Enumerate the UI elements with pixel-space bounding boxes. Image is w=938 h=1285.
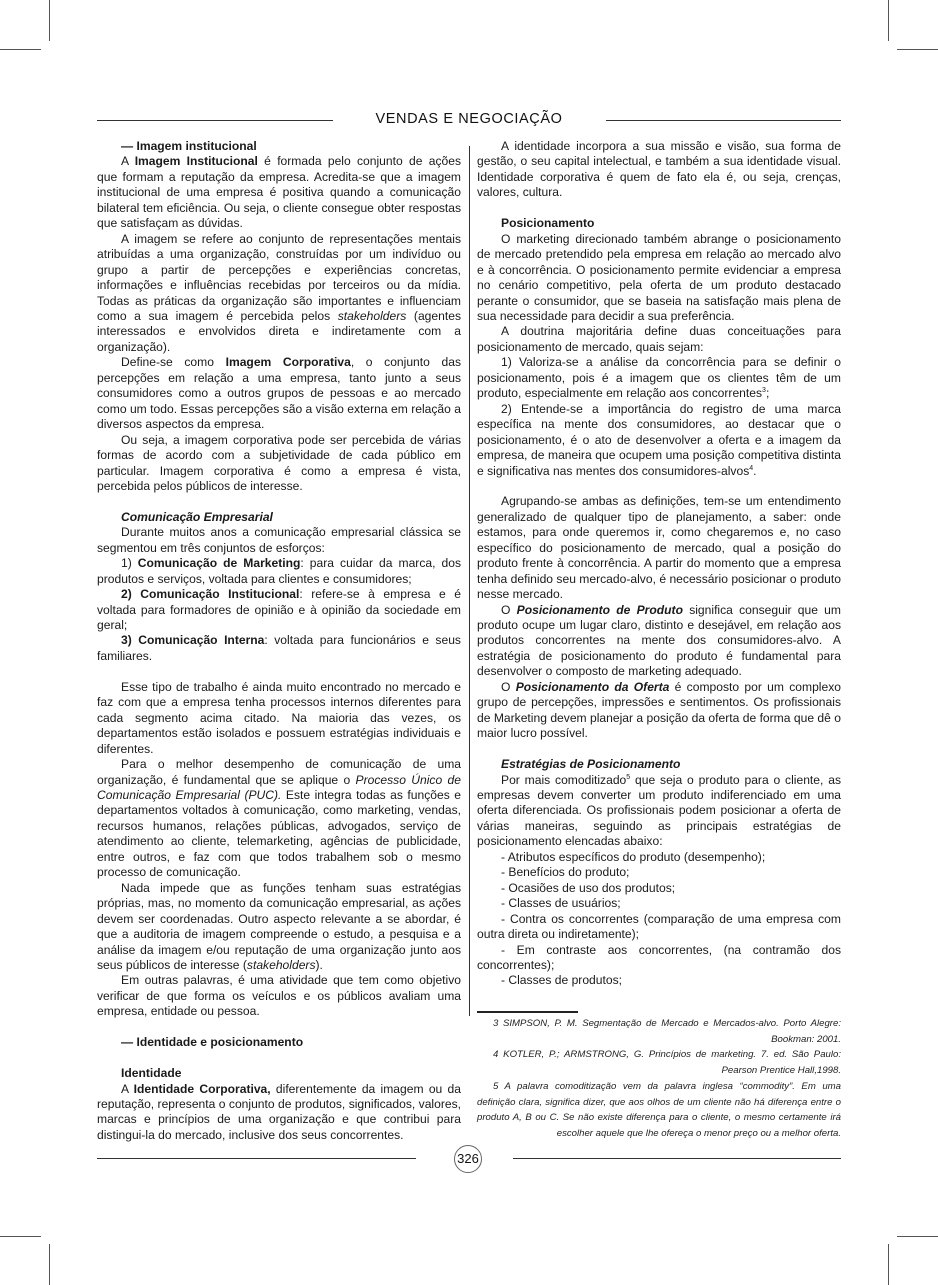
paragraph: Agrupando-se ambas as definições, tem-se um entendimento generalizado de qualquer tipo de planejamento, a saber: onde estamos, para onde queremos ir, como chegaremos e, no caso específico do posicionamento de mercado, qual a posição do produto frente à concorrência. A partir do momento que a empresa tenha definido seu mercado-alvo, é necessário posicionar o produto nesse mercado. xyxy=(477,494,841,602)
list-item: 1) Comunicação de Marketing: para cuidar da marca, dos produtos e serviços, voltada para clientes e consumidores; xyxy=(97,556,461,586)
heading-comunicacao-empresarial: Comunicação Empresarial xyxy=(121,509,273,524)
running-header xyxy=(97,111,841,131)
footer-rule-left xyxy=(97,1158,416,1159)
page-number: 326 xyxy=(454,1145,482,1173)
paragraph: Ou seja, a imagem corporativa pode ser percebida de várias formas de acordo com a subjetividade de cada público em particular. Imagem corporativa é como a empresa é vista, percebida pelos públicos de interesse. xyxy=(97,432,461,493)
paragraph: Esse tipo de trabalho é ainda muito encontrado no mercado e faz com que a empresa tenha processos internos diferentes para cada segmento acima citado. Na maioria das vezes, os departamentos estão isolados e possuem estratégias individuais e diferentes. xyxy=(97,679,461,756)
paragraph: Define-se como Imagem Corporativa, o conjunto das percepções em relação a uma empresa, tanto junto a seus consumidores como a outros grupos de pessoas e ao mercado como um todo. Essas percepções são a visão externa em relação a diversos aspectos da empresa. xyxy=(97,355,461,432)
header-title: VENDAS E NEGOCIAÇÃO xyxy=(375,111,563,127)
footnote-ref: 3 xyxy=(762,387,766,395)
list-item: 3) Comunicação Interna: voltada para funcionários e seus familiares. xyxy=(97,633,461,663)
column-divider xyxy=(469,146,470,1016)
right-column xyxy=(477,139,841,989)
heading-imagem-institucional: — Imagem institucional xyxy=(121,139,257,153)
list-item: 1) Valoriza-se a análise da concorrência para se definir o posicionamento, pois é a imagem que os clientes têm de um produto, especialmente em relação aos concorrentes$^3$; xyxy=(477,355,841,401)
heading-estrategias-posicionamento: Estratégias de Posicionamento xyxy=(501,757,681,772)
list-item: 2) Entende-se a importância do registro de uma marca específica na mente dos consumidores, ao destacar que o posicionamento, é o ato de desenvolver a oferta e a imagem da empresa, de maneira que ocupem uma posição competitiva distinta e significativa nas mentes dos consumidores-alvos$^4$. xyxy=(477,401,841,478)
list-item: - Classes de produtos; xyxy=(501,973,622,988)
paragraph: Para o melhor desempenho de comunicação de uma organização, é fundamental que se aplique o Processo Único de Comunicação Empresarial (PUC). Este integra todas as funções e departamentos voltados à comunicação, como marketing, vendas, recursos humanos, relações públicas, advogados, serviço de atendimento ao cliente, telemarketing, agências de publicidade, entre outros, e faz com que todos trabalhem sob o mesmo processo de comunicação. xyxy=(97,757,461,880)
list-item: - Atributos específicos do produto (desempenho); xyxy=(501,849,766,864)
heading-identidade: Identidade xyxy=(121,1066,182,1081)
footnote-rule xyxy=(477,1011,578,1013)
page-footer xyxy=(97,1145,841,1173)
footnotes xyxy=(477,1016,841,1142)
paragraph: A imagem se refere ao conjunto de representações mentais atribuídas a uma organização, construídas por um indivíduo ou grupo a partir de percepções e experiências concretas, informações e influências recebidas por terceiros ou da mídia. Todas as práticas da organização são importantes e influenciam como a sua imagem é percebida pelos stakeholders (agentes interessados e envolvidos direta e indiretamente com a organização). xyxy=(97,231,461,354)
paragraph: A identidade incorpora a sua missão e visão, sua forma de gestão, o seu capital intelectual, e também a sua identidade visual. Identidade corporativa é quem de fato ela é, ou seja, crenças, valores, cultura. xyxy=(477,139,841,200)
paragraph: A Imagem Institucional é formada pelo conjunto de ações que formam a reputação da empresa. Acredita-se que a imagem institucional de uma empresa é positiva quando a comunicação bilateral tem eficiência. Ou seja, o cliente consegue obter respostas que satisfaçam as dúvidas. xyxy=(97,154,461,231)
paragraph: Nada impede que as funções tenham suas estratégias próprias, mas, no momento da comunicação empresarial, as ações devem ser coordenadas. Outro aspecto relevante a se abordar, é que a auditoria de imagem compreende o estudo, a pesquisa e a análise da imagem e/ou reputação de uma organização junto aos seus públicos de interesse (stakeholders). xyxy=(97,880,461,972)
footnote-ref: 4 xyxy=(749,464,754,472)
footnote-ref: 5 xyxy=(626,773,631,781)
heading-identidade-posicionamento: — Identidade e posicionamento xyxy=(121,1035,304,1050)
list-item: - Ocasiões de uso dos produtos; xyxy=(501,880,676,895)
footnote-5: 5 A palavra comoditização vem da palavra inglesa “commodity”. Em uma definição clara, significa dizer, que aos olhos de um cliente não há diferença entre o produto A, B ou C. Se não existe diferença para o cliente, o mesmo certamente irá escolher aquele que lhe ofereça o menor preço ou a melhor oferta. xyxy=(477,1080,841,1139)
paragraph: Em outras palavras, é uma atividade que tem como objetivo verificar de que forma os veículos e os públicos avaliam uma empresa, entidade ou pessoa. xyxy=(97,973,461,1019)
list-item: - Contra os concorrentes (comparação de uma empresa com outra direta ou indiretamente); xyxy=(477,911,841,942)
footnote-4: 4 KOTLER, P.; ARMSTRONG, G. Princípios de marketing. 7. ed. São Paulo: Pearson Prentice Hall,1998. xyxy=(493,1049,841,1077)
paragraph: Por mais comoditizado$^5$ que seja o produto para o cliente, as empresas devem converter um produto indiferenciado em uma oferta diferenciada. Os profissionais podem posicionar a oferta de várias maneiras, seguindo as principais estratégias de posicionamento elencadas abaixo: xyxy=(477,772,841,849)
list-item: - Classes de usuários; xyxy=(501,896,621,911)
list-item: 2) Comunicação Institucional: refere-se à empresa e é voltada para formadores de opinião e à opinião da sociedade em geral; xyxy=(97,587,461,633)
paragraph: Durante muitos anos a comunicação empresarial clássica se segmentou em três conjuntos de esforços: xyxy=(97,525,461,555)
paragraph: O Posicionamento de Produto significa conseguir que um produto ocupe um lugar claro, distinto e desejável, em relação aos produtos concorrentes na mente dos consumidores-alvo. A estratégia de posicionamento do produto é fundamental para desenvolver o composto de marketing adequado. xyxy=(477,602,841,679)
footnote-3: 3 SIMPSON, P. M. Segmentação de Mercado e Mercados-alvo. Porto Alegre: Bookman: 2001. xyxy=(493,1018,841,1045)
paragraph: O marketing direcionado também abrange o posicionamento de mercado pretendido pela empresa em relação ao mercado alvo e à concorrência. O posicionamento permite evidenciar a empresa no cenário competitivo, pela oferta de um produto destacado perante o consumidor, que se baseia na satisfação mais plena de sua necessidade para decidir a sua preferência. xyxy=(477,231,841,323)
list-item: - Em contraste aos concorrentes, (na contramão dos concorrentes); xyxy=(477,942,841,972)
header-rule-right xyxy=(606,120,841,121)
paragraph: A doutrina majoritária define duas conceituações para posicionamento de mercado, quais sejam: xyxy=(477,324,841,354)
paragraph: O Posicionamento da Oferta é composto por um complexo grupo de percepções, impressões e sentimentos. Os profissionais de Marketing devem planejar a posição da oferta de forma que dê o maior lucro possível. xyxy=(477,679,841,741)
footer-rule-right xyxy=(513,1158,841,1159)
list-item: - Benefícios do produto; xyxy=(501,865,630,880)
paragraph: A Identidade Corporativa, diferentemente da imagem ou da reputação, representa o conjunto de produtos, significados, valores, marcas e princípios de uma organização e que contribui para distingui-la do mercado, inclusive dos seus concorrentes. xyxy=(97,1081,461,1142)
heading-posicionamento: Posicionamento xyxy=(501,216,595,231)
left-column xyxy=(97,139,461,1143)
